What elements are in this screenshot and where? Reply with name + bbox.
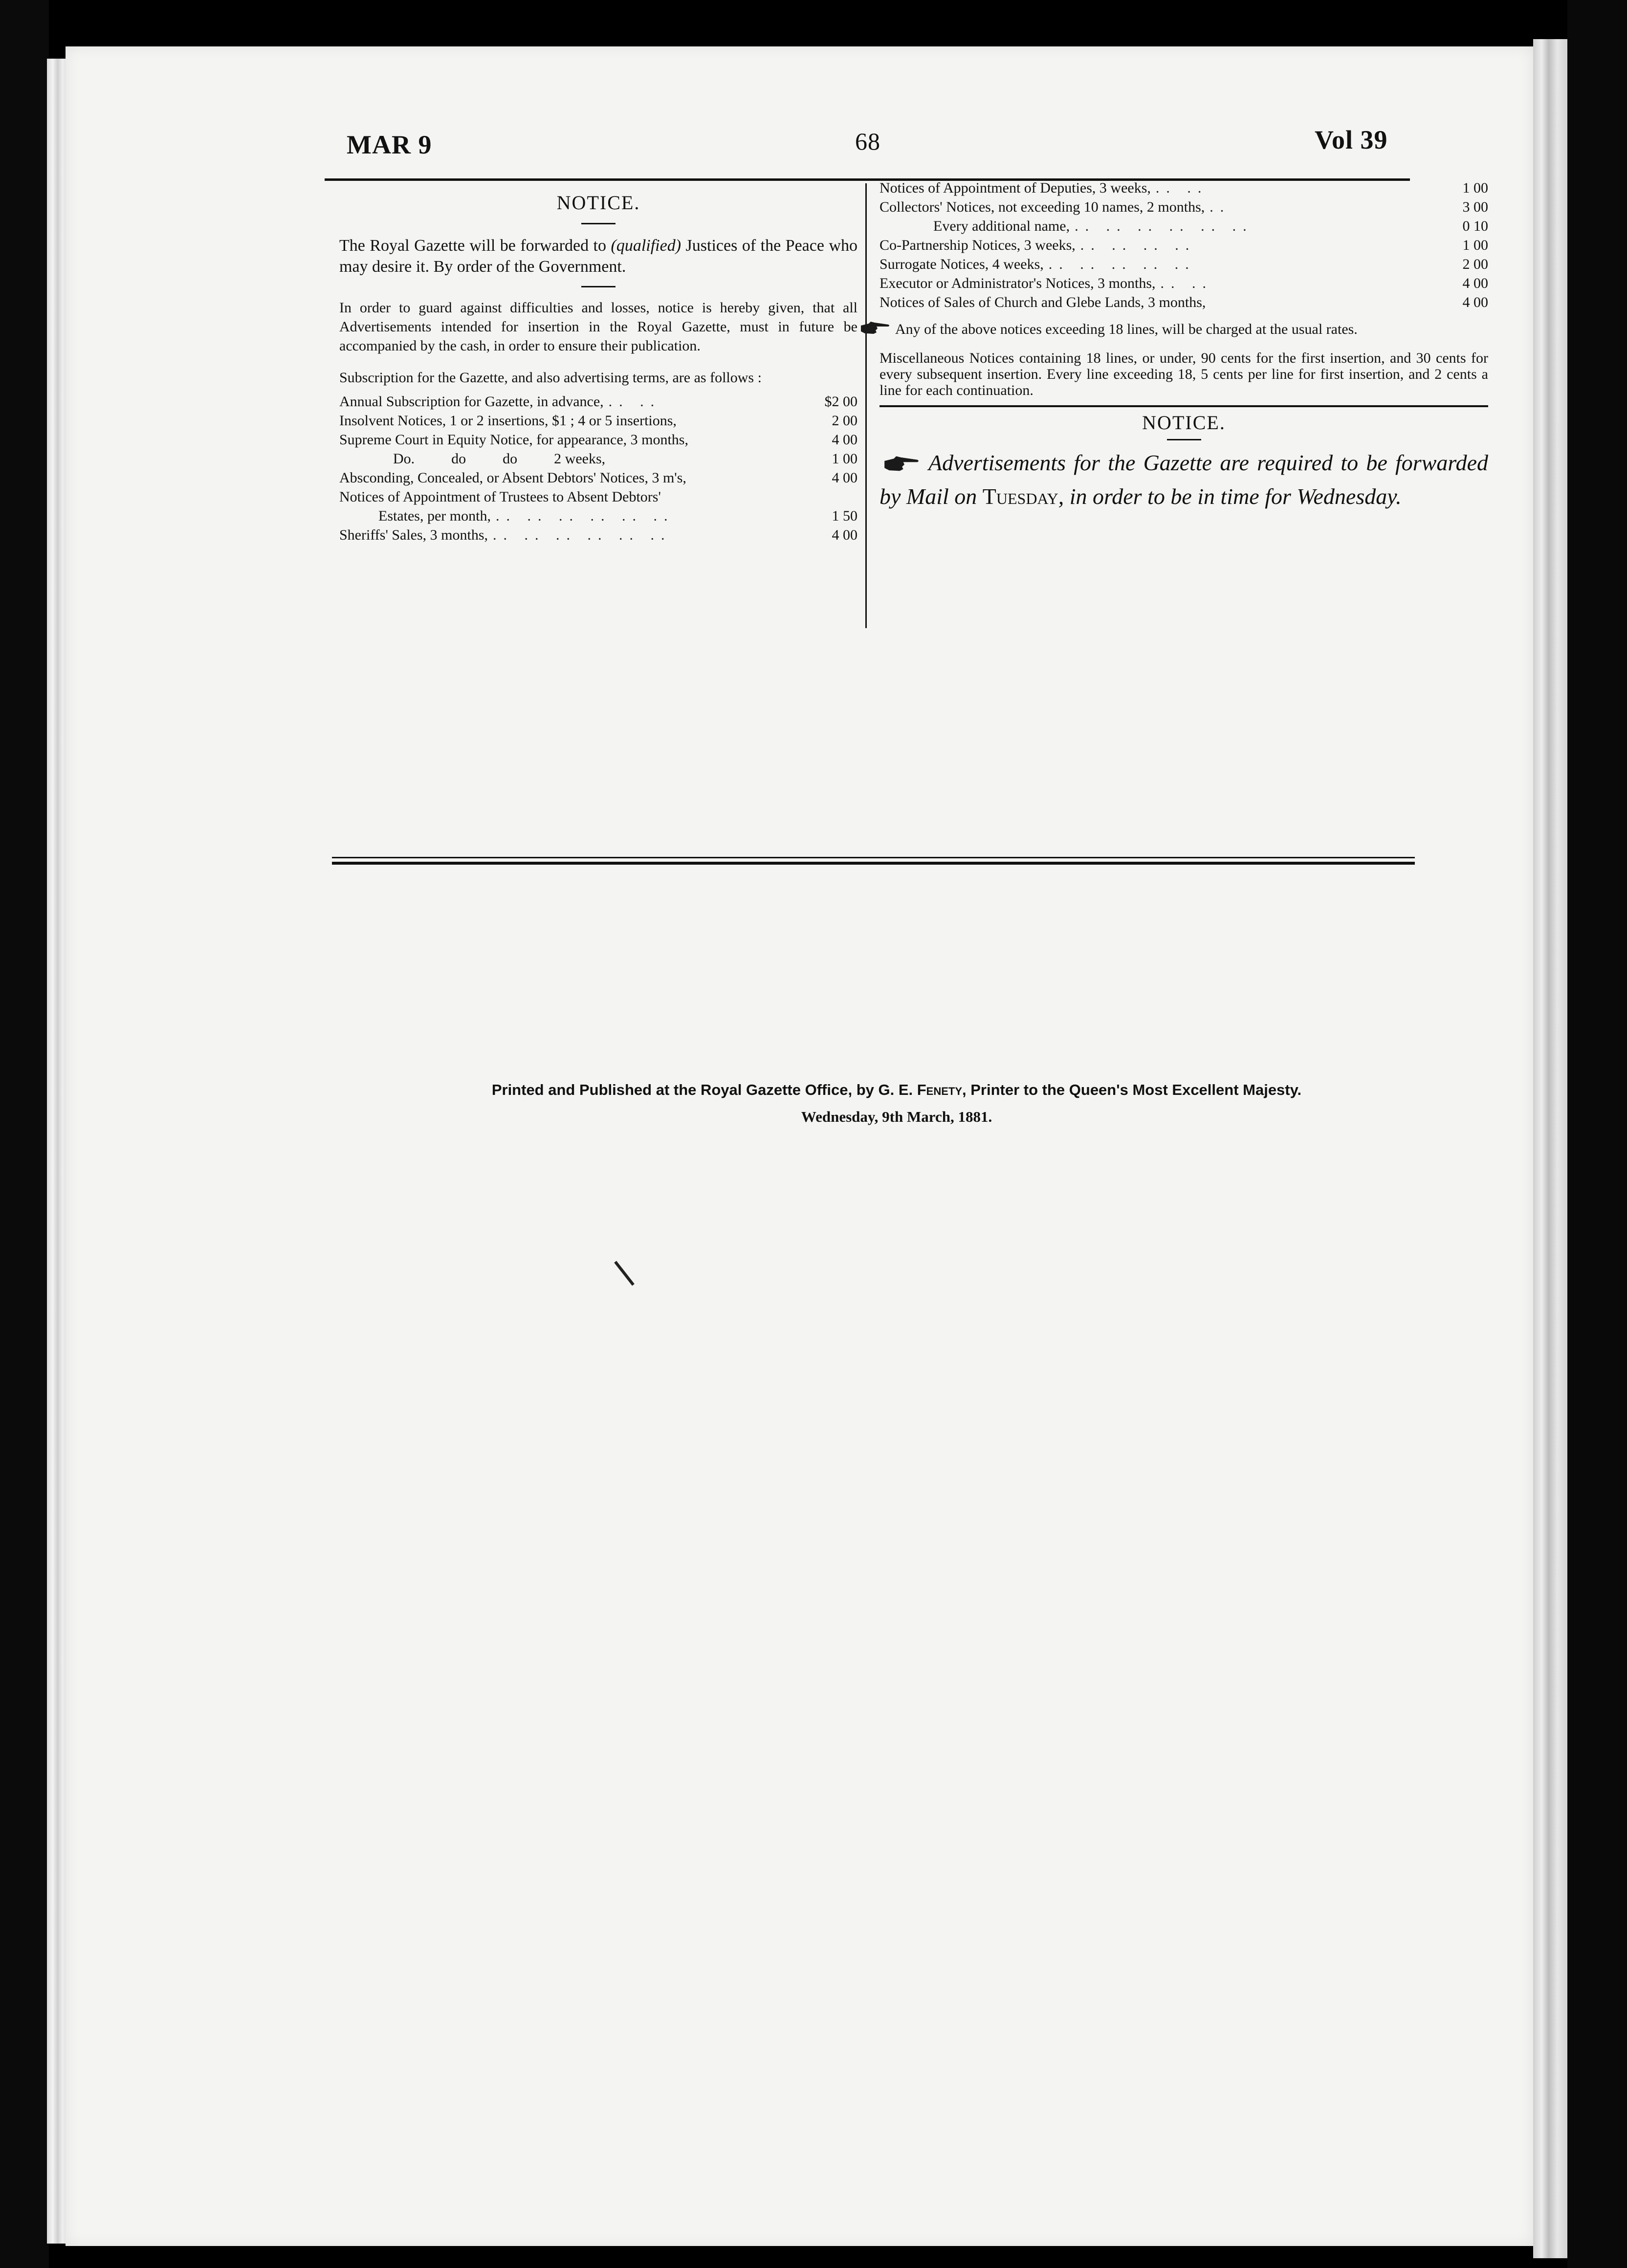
rate-row: Surrogate Notices, 4 weeks, .. .. .. .. .. 2 00 <box>879 256 1488 272</box>
footer-rule-top <box>332 857 1415 858</box>
pointing-hand-icon <box>879 450 923 481</box>
rate-row: Supreme Court in Equity Notice, for appearance, 3 months, 4 00 <box>339 432 857 448</box>
page-number: 68 <box>855 128 880 155</box>
overflow-note <box>879 320 1488 340</box>
column-divider <box>865 183 867 628</box>
right-binding <box>1567 0 1627 2268</box>
rate-row: Do. do do 2 weeks, 1 00 <box>393 451 857 467</box>
header-date: MAR 9 <box>347 130 432 159</box>
left-page-edges <box>47 59 66 2244</box>
right-column <box>879 178 1488 512</box>
left-column <box>339 193 857 545</box>
notice-title: NOTICE. <box>1142 412 1226 434</box>
rate-row: Annual Subscription for Gazette, in advance, .. .. $2 00 <box>339 393 857 410</box>
miscellaneous-notices: Miscellaneous Notices containing 18 lines, or under, 90 cents for the first insertion, and 30 cents for every subsequent insertion. Every line exceeding 18, 5 cents per line for first insertion, and 2 cents a line for each continuation. <box>879 350 1488 399</box>
scan-blemish <box>614 1261 635 1286</box>
left-rate-table <box>339 392 857 545</box>
lead-text-italic: (qualified) <box>611 237 682 255</box>
rate-row: Estates, per month, .. .. .. .. .. .. 1 50 <box>378 508 857 524</box>
gazette-page <box>66 46 1533 2246</box>
printer-name: Fenety <box>917 1081 963 1098</box>
submission-deadline-notice: Advertisements for the Gazette are required to be forwarded by Mail on Tuesday, in order to be in time for Wednesday. <box>879 450 1488 509</box>
right-rate-table <box>879 178 1488 312</box>
distribution-notice <box>339 235 857 277</box>
subscription-intro: Subscription for the Gazette, and also advertising terms, are as follows : <box>339 370 762 386</box>
notice-separator <box>879 405 1488 407</box>
left-binding <box>0 0 49 2268</box>
rate-row: Insolvent Notices, 1 or 2 insertions, $1 ; 4 or 5 insertions, 2 00 <box>339 413 857 429</box>
volume-label: Vol 39 <box>1315 125 1388 154</box>
rate-row: Notices of Appointment of Trustees to Absent Debtors' <box>339 489 661 505</box>
rate-row: Executor or Administrator's Notices, 3 months, .. .. 4 00 <box>879 275 1488 291</box>
rate-row: Notices of Sales of Church and Glebe Lands, 3 months, 4 00 <box>879 294 1488 310</box>
rate-row: Absconding, Concealed, or Absent Debtors' Notices, 3 m's, 4 00 <box>339 470 857 486</box>
pointing-hand-icon <box>879 321 890 340</box>
notice-title: NOTICE. <box>556 192 640 214</box>
imprint-date: Wednesday, 9th March, 1881. <box>801 1108 992 1125</box>
deadline-day: Tuesday <box>982 483 1058 509</box>
short-divider <box>1167 439 1201 440</box>
rate-row: Sheriffs' Sales, 3 months, .. .. .. .. .. .. 4 00 <box>339 527 857 543</box>
rate-row: Collectors' Notices, not exceeding 10 names, 2 months, .. 3 00 <box>879 199 1488 215</box>
overflow-note-text: Any of the above notices exceeding 18 lines, will be charged at the usual rates. <box>895 321 1358 337</box>
short-divider <box>581 223 616 224</box>
footer-rule-bottom <box>332 862 1415 865</box>
rate-row: Co-Partnership Notices, 3 weeks, .. .. .. .. 1 00 <box>879 237 1488 253</box>
right-page-edges <box>1533 39 1567 2258</box>
rate-row: Notices of Appointment of Deputies, 3 weeks, .. .. 1 00 <box>879 180 1488 196</box>
lead-text-before: The Royal Gazette will be forwarded to <box>339 237 611 255</box>
lead-text-after: Justices of the Peace who may desire it. By order of the Government. <box>339 237 857 276</box>
rate-row: Every additional name, .. .. .. .. .. .. 0 10 <box>933 218 1488 234</box>
cash-notice: In order to guard against difficulties and losses, notice is hereby given, that all Advertisements intended for insertion in the Royal Gazette, must in future be accompanied by the cash, in order to ensure their publication. <box>339 300 857 354</box>
imprint-line: Printed and Published at the Royal Gazette Office, by G. E. Fenety, Printer to the Queen's Most Excellent Majesty. <box>491 1081 1302 1098</box>
short-divider <box>581 286 616 287</box>
